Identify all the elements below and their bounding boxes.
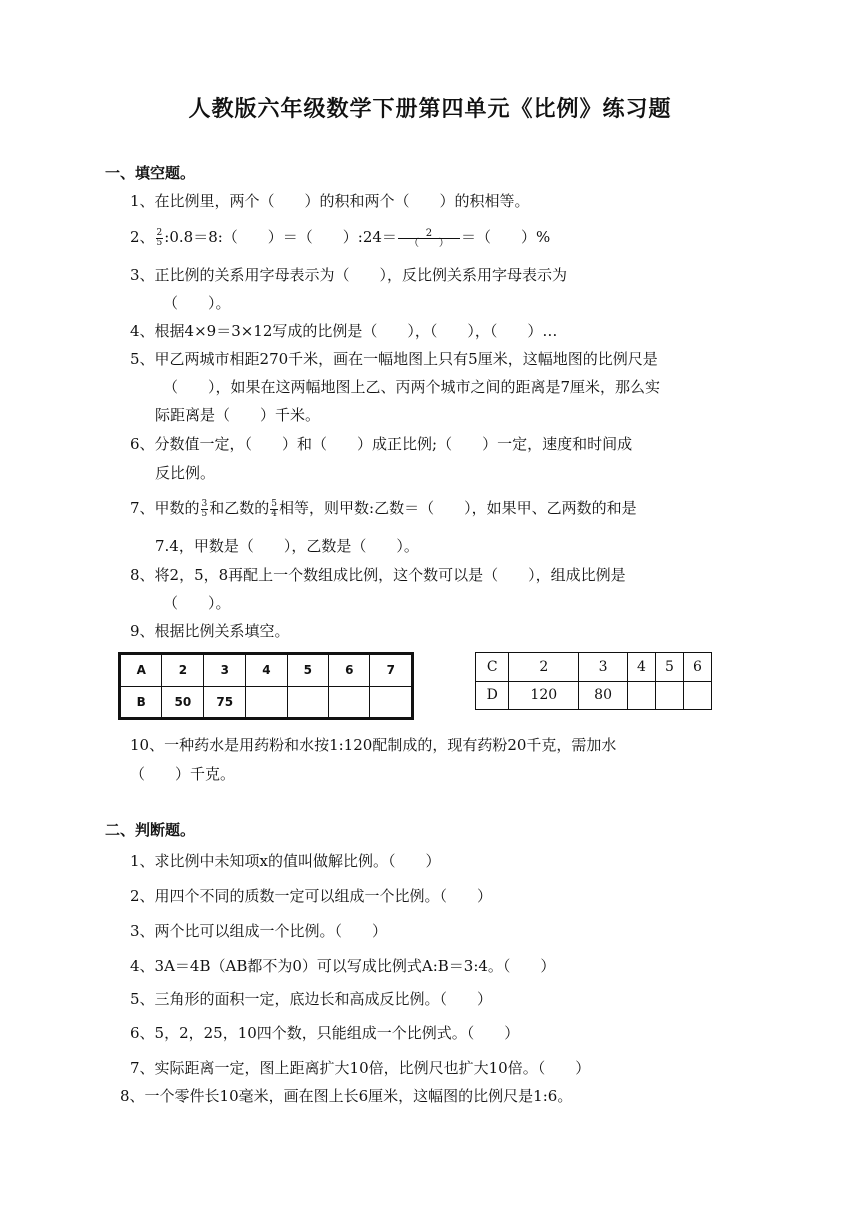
question-2-prefix: 2、	[130, 228, 155, 246]
question-8-line-2: （ ）。	[163, 594, 231, 612]
question-10-line-2: （ ）千克。	[130, 765, 236, 783]
fraction-numerator: 2	[398, 229, 460, 239]
question-5-line-3: 际距离是（ ）千米。	[155, 406, 321, 424]
question-2-middle: :0.8＝8:（ ）＝（ ）:24＝	[164, 228, 397, 246]
table-cell: 75	[204, 686, 246, 719]
question-7-suffix: 相等，则甲数:乙数＝（ ），如果甲、乙两数的和是	[279, 499, 637, 517]
question-7-middle: 和乙数的	[209, 499, 270, 517]
question-6-line-1: 6、分数值一定，（ ）和（ ）成正比例;（ ）一定，速度和时间成	[130, 435, 633, 453]
fraction-denominator: 5	[156, 237, 163, 248]
table-cell: 50	[162, 686, 204, 719]
question-3-line-1: 3、正比例的关系用字母表示为（ ），反比例关系用字母表示为	[130, 266, 568, 284]
fraction-five-fourths	[270, 500, 278, 519]
table-row	[120, 686, 413, 719]
table-row	[476, 681, 712, 710]
table-cell: 3	[204, 654, 246, 687]
table-cell: 6	[329, 654, 370, 687]
table-cell: 2	[509, 653, 579, 682]
table-cell: A	[120, 654, 162, 687]
table-a-b	[118, 652, 414, 720]
fraction-denominator: 4	[271, 508, 278, 519]
table-cell: C	[476, 653, 509, 682]
table-cell	[656, 681, 684, 710]
table-cell	[683, 681, 711, 710]
table-row	[476, 653, 712, 682]
table-cell: 80	[579, 681, 628, 710]
table-cell	[246, 686, 287, 719]
judge-item-6: 6、5，2，25，10四个数，只能组成一个比例式。（ ）	[130, 1024, 520, 1042]
fraction-three-fifths	[201, 500, 209, 519]
question-4: 4、根据4×9＝3×12写成的比例是（ ），（ ），（ ）…	[130, 322, 558, 340]
question-9: 9、根据比例关系填空。	[130, 622, 290, 640]
fraction-blank-denominator	[398, 229, 460, 248]
table-cell: 7	[370, 654, 413, 687]
question-7-prefix: 7、甲数的	[130, 499, 200, 517]
question-7-line-2: 7.4，甲数是（ ），乙数是（ ）。	[155, 537, 419, 555]
question-5-line-1: 5、甲乙两城市相距270千米，画在一幅地图上只有5厘米，这幅地图的比例尺是	[130, 350, 658, 368]
fraction-denominator: 5	[201, 508, 208, 519]
judge-item-7: 7、实际距离一定，图上距离扩大10倍，比例尺也扩大10倍。（ ）	[130, 1059, 591, 1077]
table-cell: 6	[683, 653, 711, 682]
table-cell: 120	[509, 681, 579, 710]
table-cell: 4	[628, 653, 656, 682]
table-cell: D	[476, 681, 509, 710]
question-2	[130, 226, 550, 248]
table-cell	[628, 681, 656, 710]
question-8-line-1: 8、将2，5，8再配上一个数组成比例，这个数可以是（ ），组成比例是	[130, 566, 626, 584]
judge-item-1: 1、求比例中未知项x的值叫做解比例。（ ）	[130, 852, 441, 870]
question-5-line-2: （ ），如果在这两幅地图上乙、丙两个城市之间的距离是7厘米，那么实	[163, 378, 661, 396]
table-cell	[329, 686, 370, 719]
judge-item-8: 8、一个零件长10毫米，画在图上长6厘米，这幅图的比例尺是1:6。	[120, 1087, 573, 1105]
section-fill-blank-heading: 一、填空题。	[105, 164, 196, 182]
fraction-numerator: 5	[271, 498, 278, 509]
question-3-line-2: （ ）。	[163, 294, 231, 312]
page-title: 人教版六年级数学下册第四单元《比例》练习题	[188, 96, 672, 122]
question-1: 1、在比例里，两个（ ）的积和两个（ ）的积相等。	[130, 192, 530, 210]
judge-item-3: 3、两个比可以组成一个比例。（ ）	[130, 922, 388, 940]
judge-item-5: 5、三角形的面积一定，底边长和高成反比例。（ ）	[130, 990, 493, 1008]
table-cell	[370, 686, 413, 719]
table-cell: B	[120, 686, 162, 719]
table-cell: 5	[656, 653, 684, 682]
judge-item-4: 4、3A＝4B（AB都不为0）可以写成比例式A:B＝3:4。（ ）	[130, 957, 556, 975]
table-cell: 2	[162, 654, 204, 687]
question-6-line-2: 反比例。	[155, 464, 216, 482]
section-true-false-heading: 二、判断题。	[105, 821, 196, 839]
fraction-two-fifths	[156, 229, 164, 248]
fraction-numerator: 2	[156, 227, 163, 238]
question-2-suffix: ＝（ ）%	[460, 228, 551, 246]
judge-item-2: 2、用四个不同的质数一定可以组成一个比例。（ ）	[130, 887, 493, 905]
table-cell: 4	[246, 654, 287, 687]
fraction-denominator: （ ）	[408, 237, 449, 249]
question-10-line-1: 10、一种药水是用药粉和水按1:120配制成的，现有药粉20千克，需加水	[130, 736, 617, 754]
table-cell: 5	[287, 654, 328, 687]
table-cell: 3	[579, 653, 628, 682]
table-c-d	[475, 652, 712, 710]
fraction-numerator: 3	[201, 498, 208, 509]
table-cell	[287, 686, 328, 719]
question-7-line-1	[130, 497, 637, 519]
table-row	[120, 654, 413, 687]
